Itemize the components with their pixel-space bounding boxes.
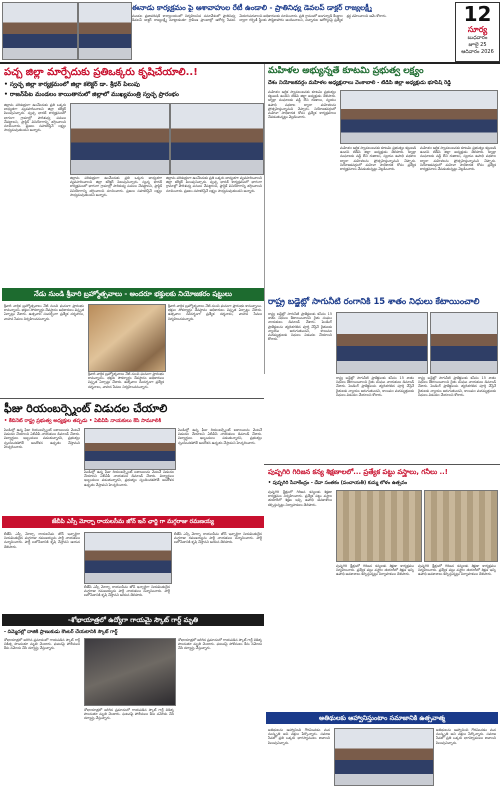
photo-cleanliness-group: [170, 103, 264, 175]
photo-irrigation-speaker: [430, 312, 498, 374]
body-clean-district-3: జిల్లాను పరిశుభ్రంగా ఉంచేందుకు ప్రతి ఒక్కరు బాధ్యతగా వ్యవహరించాలని జిల్లా కలెక్టర్ పిలుపునిచ్చారు. స్వచ్ఛ భారత్ కార్యక్రమంలో భాగంగా గ్రామాల్లో పారిశుధ్య పనులు చేపట్టాలని, ప్లాస్టిక్ వినియోగాన్ని తగ్గించాలని సూచించారు. ప్రజలు సహకరిస్తేనే లక్ష్యం సాధ్యమవుతుందని అన్నారు.: [166, 176, 262, 193]
photo-abvp-protest: [84, 428, 176, 470]
headline-pushpagiri: పుష్పగిరి గిరిజన కన్య శిక్షణాలలో... ప్రత్యేక పట్టు వస్త్రాలు, గనీలు ..!: [268, 468, 448, 476]
photo-temple-pillar: [424, 490, 498, 562]
subhead-procession: - దిమ్మెదల్లో దాజికి ప్రాణుకుడు కౌంటర్ చేయటానికి స్కౌట్ గార్డ్: [4, 630, 118, 635]
body-pushpagiri-3: పుష్పగిరి క్షేత్రంలో గిరిజన కన్యలకు శిక్షణా కార్యక్రమం నిర్వహించారు. ప్రత్యేక పట్టు వస్త్రాల తయారీలో శిక్షణ ఇచ్చి ఉపాధి అవకాశాలు కల్పిస్తున్నట్లు నిర్వాహకులు తెలిపారు.: [418, 564, 496, 577]
photo-temple-deity: [88, 304, 166, 372]
subhead-women-welfare: దేశం నియోజకవర్గం మహిళల అధ్యక్షురాలు వెంకాబాలి - టిడిపి జిల్లా అధ్యక్షుడు భూపేష్ రెడ్డి: [268, 80, 451, 86]
headline-women-welfare: మహిళల అభ్యున్నతే కూటమి ప్రభుత్వ లక్ష్యం: [268, 66, 424, 76]
photo-procession-victim: [84, 638, 176, 706]
body-temple-3: శ్రీవారి వార్షిక బ్రహ్మోత్సవాలు నేటి నుంచి ఘనంగా ప్రారంభం కానున్నాయి. భక్తుల సౌకర్యార్థం దేవస్థానం అధికారులు విస్తృత ఏర్పాట్లు చేశారు. ఉత్సవాల సందర్భంగా ప్రత్యేక దర్శనాలు, వాహన సేవలు నిర్వహించనున్నారు.: [88, 372, 164, 389]
photo-top-middle: [78, 2, 132, 60]
headline-fee-reimbursement: ఫీజు రియంబర్స్మెంట్ విడుదల చేయాలి: [4, 402, 168, 415]
body-bjp-1: బీజేపీ ఎస్సీ మోర్చా రాయలసీమ జోన్ ఇన్చార్జిగా నియమితులైన మగ్గరాజు రమణయ్యను పార్టీ నాయకులు సన్మానించారు. పార్టీ బలోపేతానికి కృషి చేస్తానని ఆయన తెలిపారు.: [4, 532, 80, 549]
body-fee-1: పెండింగ్లో ఉన్న ఫీజు రియంబర్స్మెంట్ బకాయిలను వెంటనే విడుదల చేయాలని ఏబీవీపీ నాయకులు డిమాండ్ చేశారు. విద్యార్థులు ఇబ్బందులు పడుతున్నారని, ప్రభుత్వం స్పందించకపోతే ఆందోళన ఉధృతం చేస్తామని హెచ్చరించారు.: [4, 428, 80, 449]
body-top: మండల ప్రజాపరిషత్ కార్యాలయంలో నిర్వహించిన సమావేశంలో ప్రాతినిధ్య డెవలప్ డాక్టర్ రాజ్యలక్ష్మీ మాట్లాడుతూ గ్రామీణ ప్రాంతాల్లో ఆరోగ్య సేవలు మెరుగుపరచాలని అధికారులకు సూచించారు. ప్రతి గ్రామంలో అంగన్వాడీ కేంద్రాల ద్వారా గర్భిణీ స్త్రీలకు పౌష్టికాహారం అందించాలని, చిన్నారుల ఆరోగ్యంపై ప్రత్యేక శ్రద్ధ వహించాలని ఆమె కోరారు.: [132, 14, 387, 23]
subhead-clean-1: • స్వచ్ఛ జిల్లా కార్యక్రమంలో జిల్లా కలెక్టర్ డా. శ్రీధర్ పిలుపు: [4, 81, 140, 88]
headline-clean-district: పచ్చ జిల్లా మార్పేదుకు ప్రతిఒక్కరు కృషిచేయాలి..!: [4, 67, 198, 78]
divider: [264, 464, 500, 465]
body-procession-1: శోభాయాత్రలో జరిగిన ప్రమాదంలో గాయపడిన స్కౌట్ గార్డ్ చికిత్స పొందుతూ మృతి చెందారు. ఘటనపై పోలీసులు కేసు నమోదు చేసి దర్యాప్తు చేస్తున్నారు.: [4, 638, 80, 651]
body-guests-2: అతిథులను ఆహ్వానించి గౌరవించడం మన సంస్కృతి అని వక్తలు పేర్కొన్నారు. సమాజ సేవలో ప్రతి ఒక్కరు భాగస్వాములు కావాలని పిలుపునిచ్చారు.: [436, 728, 496, 745]
subhead-pushpagiri: • పుష్పగిరి సేవాకేంద్రం - దేవా సంతకం (పంచాయతీ) కుమ్మ లోళం ఉత్సవం: [268, 481, 408, 486]
photo-top-left: [2, 2, 78, 60]
body-clean-district-2: జిల్లాను పరిశుభ్రంగా ఉంచేందుకు ప్రతి ఒక్కరు బాధ్యతగా వ్యవహరించాలని జిల్లా కలెక్టర్ పిలుపునిచ్చారు. స్వచ్ఛ భారత్ కార్యక్రమంలో భాగంగా గ్రామాల్లో పారిశుధ్య పనులు చేపట్టాలని, ప్లాస్టిక్ వినియోగాన్ని తగ్గించాలని సూచించారు. ప్రజలు సహకరిస్తేనే లక్ష్యం సాధ్యమవుతుందని అన్నారు.: [70, 176, 162, 197]
photo-irrigation-meeting: [336, 312, 428, 374]
body-irrigation-3: రాష్ట్ర బడ్జెట్లో సాగునీటి ప్రాజెక్టులకు కనీసం 15 శాతం నిధులు కేటాయించాలని రైతు సంఘం నాయకులు డిమాండ్ చేశారు. పెండింగ్ ప్రాజెక్టులను త్వరితగతిన పూర్తి చేస్తేనే రైతులకు న్యాయం జరుగుతుందని, కాలువల మరమ్మత్తులకు నిధులు విడుదల చేయాలని కోరారు.: [418, 376, 496, 397]
headline-procession: -శోభాయాత్రలో ఉద్యోగా గాయమై స్కౌట్ గార్డ్ మృతి: [67, 616, 199, 624]
body-women-3: మహిళల ఆర్థిక స్వావలంబనకు కూటమి ప్రభుత్వం కట్టుబడి ఉందని టిడిపి జిల్లా అధ్యక్షుడు తెలిపారు. డ్వాక్రా సంఘాలకు వడ్డీ లేని రుణాలు, స్వయం ఉపాధి పథకాల ద్వారా మహిళలను ప్రోత్సహిస్తున్నామని చెప్పారు. నియోజకవర్గంలో మహిళా సాధికారత కోసం ప్రత్యేక కార్యక్రమాలు చేపడుతున్నట్లు వెల్లడించారు.: [420, 146, 496, 172]
headline-irrigation: రాష్ట్ర బడ్జెట్లో సాగునీటి రంగానికి 15 శాతం నిధులు కేటాయించాలి: [268, 296, 480, 306]
body-women-2: మహిళల ఆర్థిక స్వావలంబనకు కూటమి ప్రభుత్వం కట్టుబడి ఉందని టిడిపి జిల్లా అధ్యక్షుడు తెలిపారు. డ్వాక్రా సంఘాలకు వడ్డీ లేని రుణాలు, స్వయం ఉపాధి పథకాల ద్వారా మహిళలను ప్రోత్సహిస్తున్నామని చెప్పారు. నియోజకవర్గంలో మహిళా సాధికారత కోసం ప్రత్యేక కార్యక్రమాలు చేపడుతున్నట్లు వెల్లడించారు.: [340, 146, 416, 172]
body-pushpagiri-1: పుష్పగిరి క్షేత్రంలో గిరిజన కన్యలకు శిక్షణా కార్యక్రమం నిర్వహించారు. ప్రత్యేక పట్టు వస్త్రాల తయారీలో శిక్షణ ఇచ్చి ఉపాధి అవకాశాలు కల్పిస్తున్నట్లు నిర్వాహకులు తెలిపారు.: [268, 490, 332, 507]
body-bjp-3: బీజేపీ ఎస్సీ మోర్చా రాయలసీమ జోన్ ఇన్చార్జిగా నియమితులైన మగ్గరాజు రమణయ్యను పార్టీ నాయకులు సన్మానించారు. పార్టీ బలోపేతానికి కృషి చేస్తానని ఆయన తెలిపారు.: [84, 585, 170, 598]
body-women-1: మహిళల ఆర్థిక స్వావలంబనకు కూటమి ప్రభుత్వం కట్టుబడి ఉందని టిడిపి జిల్లా అధ్యక్షుడు తెలిపారు. డ్వాక్రా సంఘాలకు వడ్డీ లేని రుణాలు, స్వయం ఉపాధి పథకాల ద్వారా మహిళలను ప్రోత్సహిస్తున్నామని చెప్పారు. నియోజకవర్గంలో మహిళా సాధికారత కోసం ప్రత్యేక కార్యక్రమాలు చేపడుతున్నట్లు వెల్లడించారు.: [268, 90, 336, 120]
masthead-box: [455, 2, 500, 62]
headline-bjp-morcha: జేబీపి ఎస్సీ మోర్చా రాయలసీమ జోన్ ఇన్ ఛార్జి గా మగ్గరాజు రమణయ్య: [51, 519, 215, 525]
paper-name: సూర్య: [467, 25, 488, 34]
headline-guests: అతిథులకు ఆహ్వానిస్తుంటాం సమాజానికి ఉత్సవాత్మ: [319, 714, 445, 722]
column-divider: [264, 64, 265, 374]
photo-temple-carving: [336, 490, 422, 562]
body-procession-3: శోభాయాత్రలో జరిగిన ప్రమాదంలో గాయపడిన స్కౌట్ గార్డ్ చికిత్స పొందుతూ మృతి చెందారు. ఘటనపై పోలీసులు కేసు నమోదు చేసి దర్యాప్తు చేస్తున్నారు.: [84, 708, 174, 721]
subhead-fee-reimbursement: • కేబినెట్ రాష్ట్ర ప్రభుత్వ అధ్యక్షుల తప్పడు • ఏబీవీపీ నాయకులు కేసి సామూలికి: [4, 418, 162, 424]
divider: [0, 398, 264, 399]
headline-top: ఈనాడు కార్యక్రమం పై ఆశావాహుల రేటీ ఉండాలి - ప్రాతినిధ్య డెవలప్ డాక్టర్ రాజ్యలక్ష్మీ: [132, 3, 372, 12]
divider: [0, 62, 500, 64]
photo-women-meeting: [340, 90, 498, 144]
body-pushpagiri-2: పుష్పగిరి క్షేత్రంలో గిరిజన కన్యలకు శిక్షణా కార్యక్రమం నిర్వహించారు. ప్రత్యేక పట్టు వస్త్రాల తయారీలో శిక్షణ ఇచ్చి ఉపాధి అవకాశాలు కల్పిస్తున్నట్లు నిర్వాహకులు తెలిపారు.: [336, 564, 414, 577]
body-temple: శ్రీవారి వార్షిక బ్రహ్మోత్సవాలు నేటి నుంచి ఘనంగా ప్రారంభం కానున్నాయి. భక్తుల సౌకర్యార్థం దేవస్థానం అధికారులు విస్తృత ఏర్పాట్లు చేశారు. ఉత్సవాల సందర్భంగా ప్రత్యేక దర్శనాలు, వాహన సేవలు నిర్వహించనున్నారు.: [4, 304, 84, 321]
body-fee-3: పెండింగ్లో ఉన్న ఫీజు రియంబర్స్మెంట్ బకాయిలను వెంటనే విడుదల చేయాలని ఏబీవీపీ నాయకులు డిమాండ్ చేశారు. విద్యార్థులు ఇబ్బందులు పడుతున్నారని, ప్రభుత్వం స్పందించకపోతే ఆందోళన ఉధృతం చేస్తామని హెచ్చరించారు.: [84, 470, 174, 487]
body-fee-2: పెండింగ్లో ఉన్న ఫీజు రియంబర్స్మెంట్ బకాయిలను వెంటనే విడుదల చేయాలని ఏబీవీపీ నాయకులు డిమాండ్ చేశారు. విద్యార్థులు ఇబ్బందులు పడుతున్నారని, ప్రభుత్వం స్పందించకపోతే ఆందోళన ఉధృతం చేస్తామని హెచ్చరించారు.: [178, 428, 262, 445]
photo-cleanliness-rally: [70, 103, 170, 175]
body-temple-2: శ్రీవారి వార్షిక బ్రహ్మోత్సవాలు నేటి నుంచి ఘనంగా ప్రారంభం కానున్నాయి. భక్తుల సౌకర్యార్థం దేవస్థానం అధికారులు విస్తృత ఏర్పాట్లు చేశారు. ఉత్సవాల సందర్భంగా ప్రత్యేక దర్శనాలు, వాహన సేవలు నిర్వహించనున్నారు.: [168, 304, 262, 321]
page-number: 12: [463, 2, 492, 26]
body-irrigation-1: రాష్ట్ర బడ్జెట్లో సాగునీటి ప్రాజెక్టులకు కనీసం 15 శాతం నిధులు కేటాయించాలని రైతు సంఘం నాయకులు డిమాండ్ చేశారు. పెండింగ్ ప్రాజెక్టులను త్వరితగతిన పూర్తి చేస్తేనే రైతులకు న్యాయం జరుగుతుందని, కాలువల మరమ్మత్తులకు నిధులు విడుదల చేయాలని కోరారు.: [268, 312, 332, 342]
body-procession-2: శోభాయాత్రలో జరిగిన ప్రమాదంలో గాయపడిన స్కౌట్ గార్డ్ చికిత్స పొందుతూ మృతి చెందారు. ఘటనపై పోలీసులు కేసు నమోదు చేసి దర్యాప్తు చేస్తున్నారు.: [178, 638, 262, 651]
body-irrigation-2: రాష్ట్ర బడ్జెట్లో సాగునీటి ప్రాజెక్టులకు కనీసం 15 శాతం నిధులు కేటాయించాలని రైతు సంఘం నాయకులు డిమాండ్ చేశారు. పెండింగ్ ప్రాజెక్టులను త్వరితగతిన పూర్తి చేస్తేనే రైతులకు న్యాయం జరుగుతుందని, కాలువల మరమ్మత్తులకు నిధులు విడుదల చేయాలని కోరారు.: [336, 376, 414, 397]
subhead-clean-2: • రాజన్‌పేట మండలం కాయితానులో జిల్లాలో ముఖ్యమంత్రి స్వచ్ఛ ప్రారంభం: [4, 91, 179, 98]
day-label: బుధవారం: [467, 35, 488, 41]
headline-temple-festival: నేడు నుండి శ్రీవారి బ్రహ్మోత్సవాలు - అందరూ భక్తులకు నియోజకరం షట్టులు: [34, 290, 232, 298]
body-clean-district: జిల్లాను పరిశుభ్రంగా ఉంచేందుకు ప్రతి ఒక్కరు బాధ్యతగా వ్యవహరించాలని జిల్లా కలెక్టర్ పిలుపునిచ్చారు. స్వచ్ఛ భారత్ కార్యక్రమంలో భాగంగా గ్రామాల్లో పారిశుధ్య పనులు చేపట్టాలని, ప్లాస్టిక్ వినియోగాన్ని తగ్గించాలని సూచించారు. ప్రజలు సహకరిస్తేనే లక్ష్యం సాధ్యమవుతుందని అన్నారు.: [4, 103, 66, 133]
body-bjp-2: బీజేపీ ఎస్సీ మోర్చా రాయలసీమ జోన్ ఇన్చార్జిగా నియమితులైన మగ్గరాజు రమణయ్యను పార్టీ నాయకులు సన్మానించారు. పార్టీ బలోపేతానికి కృషి చేస్తానని ఆయన తెలిపారు.: [174, 532, 262, 545]
photo-bjp-felicitation: [84, 532, 172, 584]
photo-guests-meeting: [334, 728, 434, 786]
date-label: జూలై 25: [468, 42, 487, 48]
edition-label: ఆదివారం 2026: [461, 49, 494, 55]
body-guests-1: అతిథులను ఆహ్వానించి గౌరవించడం మన సంస్కృతి అని వక్తలు పేర్కొన్నారు. సమాజ సేవలో ప్రతి ఒక్కరు భాగస్వాములు కావాలని పిలుపునిచ్చారు.: [268, 728, 330, 745]
